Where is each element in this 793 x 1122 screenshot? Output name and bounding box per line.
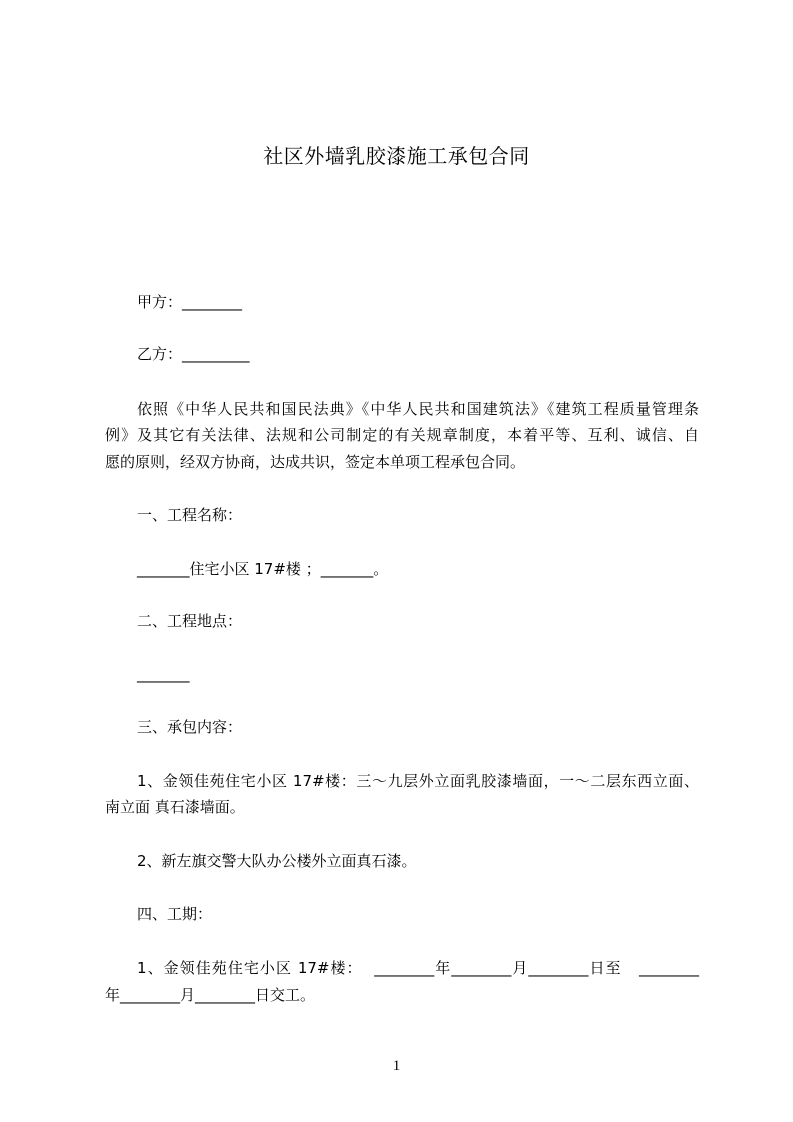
section-4-item-1-line-2: 年________月________日交工。 (105, 986, 316, 1004)
party-a-line: 甲方：________ (137, 293, 243, 311)
party-b-line: 乙方：_________ (137, 345, 250, 363)
page-number: 1 (392, 1058, 401, 1074)
preamble-line-1: 依照《中华人民共和国民法典》《中华人民共和国建筑法》《建筑工程质量管理条 (137, 400, 699, 418)
section-3-heading: 三、承包内容： (137, 718, 243, 736)
section-3-item-2: 2、新左旗交警大队办公楼外立面真石漆。 (137, 852, 417, 870)
section-1-content: _______住宅小区 17#楼 ；_______。 (137, 560, 389, 578)
section-3-item-1-line-1: 1、金领佳苑住宅小区 17#楼：三～九层外立面乳胶漆墙面，一～二层东西立面、 (137, 772, 699, 790)
section-2-content: _______ (137, 665, 190, 683)
section-4-item-1-line-1: 1、金领佳苑住宅小区 17#楼： ________年________月________日至 ________ (137, 959, 699, 977)
document-title: 社区外墙乳胶漆施工承包合同 (263, 144, 530, 168)
section-3-item-1-line-2: 南立面 真石漆墙面。 (105, 798, 245, 816)
section-4-heading: 四、工期： (137, 905, 213, 923)
preamble-line-3: 愿的原则，经双方协商，达成共识，签定本单项工程承包合同。 (105, 453, 526, 471)
section-1-heading: 一、工程名称： (137, 506, 243, 524)
preamble-line-2: 例》及其它有关法律、法规和公司制定的有关规章制度，本着平等、互利、诚信、自 (105, 426, 699, 444)
section-2-heading: 二、工程地点： (137, 612, 243, 630)
